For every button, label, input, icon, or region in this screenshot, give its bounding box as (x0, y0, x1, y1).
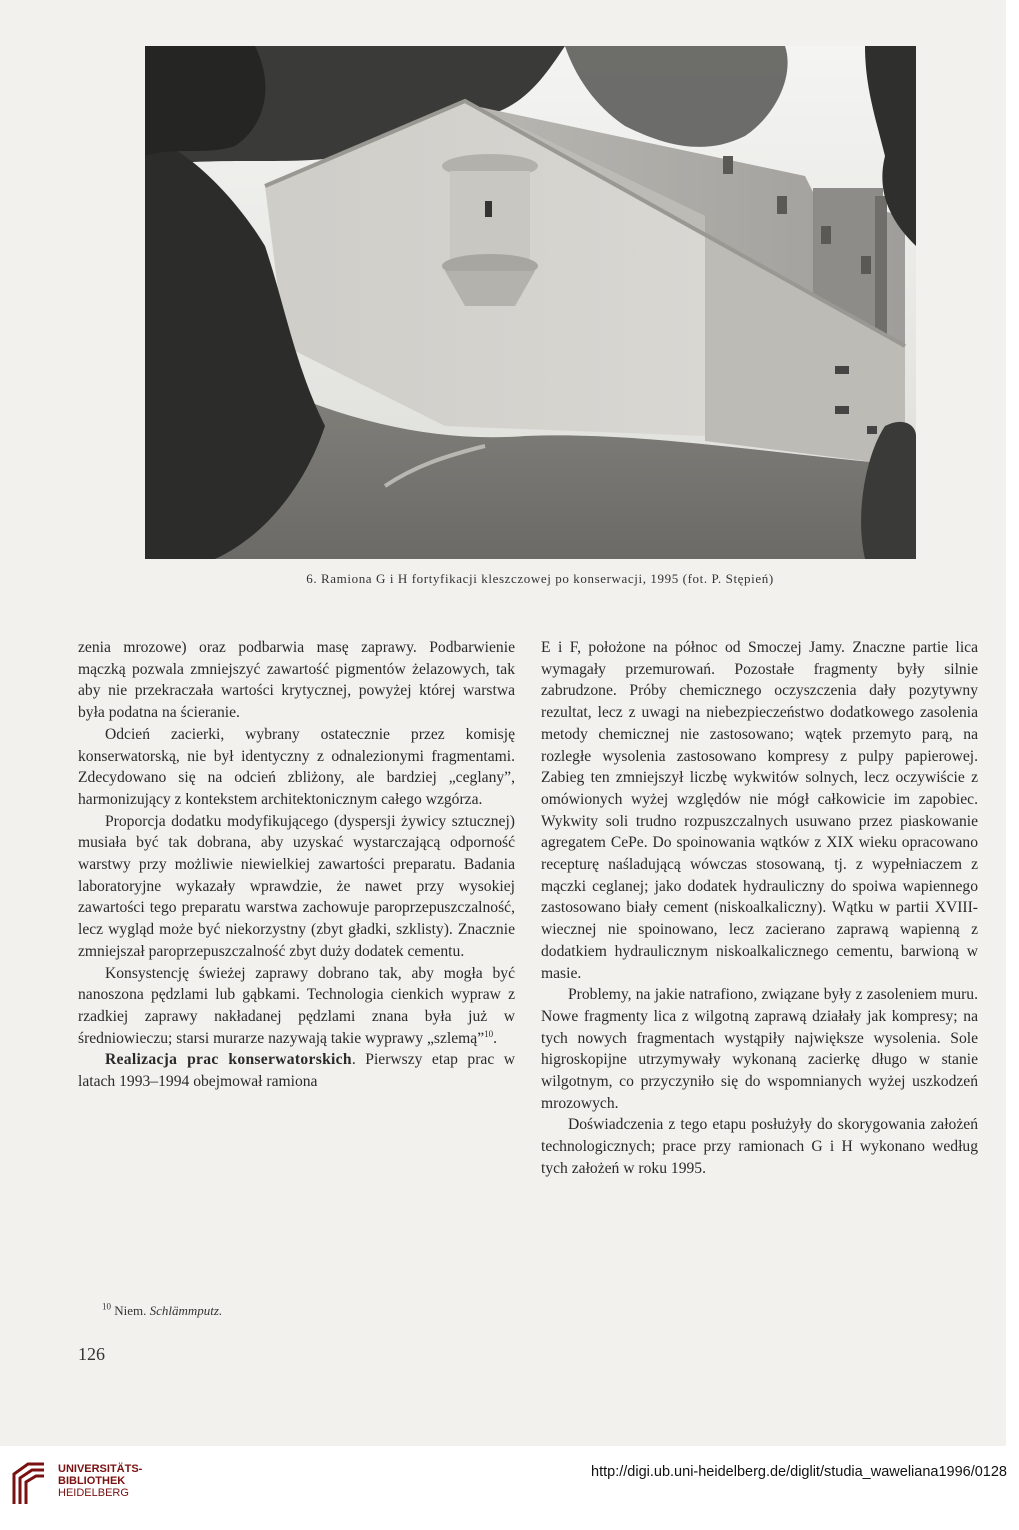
footnote-reference[interactable]: 10 (484, 1028, 494, 1039)
paragraph (78, 963, 515, 1050)
library-name (58, 1463, 142, 1499)
footer-bar (0, 1446, 1019, 1530)
source-url[interactable]: http://digi.ub.uni-heidelberg.de/diglit/studia_waweliana1996/0128 (591, 1464, 1007, 1480)
right-column (541, 637, 978, 1180)
footnote-term: Schlämmputz. (149, 1303, 223, 1318)
footnote-text: Niem. (114, 1303, 150, 1318)
paragraph: E i F, położone na północ od Smoczej Jamy. Znaczne partie lica wymagały przemurowań. Pozostałe fragmenty były silnie zabrudzone. Próby chemicznego oczyszczenia dały pozytywny rezultat, lecz z uwagi na niebezpieczeństwo dodatkowego zasolenia metody chemicznej nie zastosowano; wątek przemyto parą, na rozległe wysolenia zastosowano kompresy z pulpy papierowej. Zabieg ten zmniejszył liczbę wykwitów solnych, lecz oczywiście z omówionych wyżej względów nie mógł całkowicie im zapobiec. Wykwity soli trudno rozpuszczalnych usuwano przez piaskowanie agregatem CePe. Do spoinowania wątków z XIX wieku opracowano recepturę naśladującą wówczas stosowaną, tj. z wypełniaczem z mączki ceglanej; jako dodatek hydrauliczny do spoiwa wapiennego zastosowano biały cement (niskoalkaliczny). Wątku w partii XVIII-wiecznej nie spoinowano, lecz zacierano zaprawą wapienną z dodatkiem hydraulicznym niskoalkalicznego cementu, barwioną w masie. (541, 639, 978, 982)
page-number: 126 (78, 1344, 105, 1364)
paragraph-end: . (493, 1029, 498, 1047)
library-name-line: HEIDELBERG (58, 1487, 129, 1499)
fortification-photo (145, 46, 916, 559)
section-heading: Realizacja prac konserwatorskich (105, 1051, 352, 1069)
footnote-number: 10 (102, 1301, 111, 1312)
page-edge (1006, 0, 1019, 1446)
paragraph: Doświadczenia z tego etapu posłużyły do skorygowania założeń technologicznych; prace przy ramionach G i H wykonano według tych założeń w roku 1995. (541, 1116, 978, 1177)
paragraph: Proporcja dodatku modyfikującego (dyspersji żywicy sztucznej) musiała być tak dobrana, aby uzyskać wystarczającą odporność warstwy przy możliwie niewielkiej zawartości preparatu. Badania laboratoryjne wykazały wprawdzie, że nawet przy wysokiej zawartości tego preparatu warstwa zachowuje paroprzepuszczalność, lecz wygląd może być niekorzystny (zbyt gładki, szklisty). Znacznie zmniejszał paroprzepuszczalność zbyt duży dodatek cementu. (78, 812, 515, 960)
paragraph (78, 1049, 515, 1092)
left-column (78, 637, 515, 1093)
footnote (102, 1303, 222, 1319)
paragraph: Problemy, na jakie natrafiono, związane były z zasoleniem muru. Nowe fragmenty lica z wilgotną zaprawą działały jak kompresy; na tych nowych fragmentach wystąpiły największe wysolenia. Sole higroskopijne utrzymywały wykonaną zacierkę długo w stanie wilgotnym, co przyczyniło się do wspomnianych wyżej uszkodzeń mrozowych. (541, 986, 978, 1112)
paragraph-text: . Pierwszy etap prac w latach 1993–1994 obejmował ramiona (78, 1051, 515, 1091)
figure-caption: 6. Ramiona G i H fortyfikacji kleszczowej po konserwacji, 1995 (fot. P. Stępień) (306, 571, 774, 586)
paragraph: zenia mrozowe) oraz podbarwia masę zaprawy. Podbarwienie mączką pozwala zmniejszyć zawartość pigmentów żelazowych, tak aby nie przekraczała wartości krytycznej, powyżej której warstwa była podatna na ścieranie. (78, 639, 515, 722)
library-name-line: UNIVERSITÄTS- (58, 1463, 143, 1475)
library-name-line: BIBLIOTHEK (58, 1475, 126, 1487)
paragraph: Odcień zacierki, wybrany ostatecznie przez komisję konserwatorską, nie był identyczny z odnalezionymi fragmentami. Zdecydowano się na odcień zbliżony, ale bardziej „ceglany”, harmonizujący z kontekstem architektonicznym całego wzgórza. (78, 725, 515, 808)
paragraph-text: Konsystencję świeżej zaprawy dobrano tak, aby mogła być nanoszona pędzlami lub gąbkami. Technologia cienkich wypraw z rzadkiej zaprawy nakładanej pędzlami znana była już w średniowieczu; starsi murarze nazywają takie wyprawy „szlemą” (78, 964, 515, 1047)
library-logo-icon[interactable] (10, 1460, 50, 1508)
